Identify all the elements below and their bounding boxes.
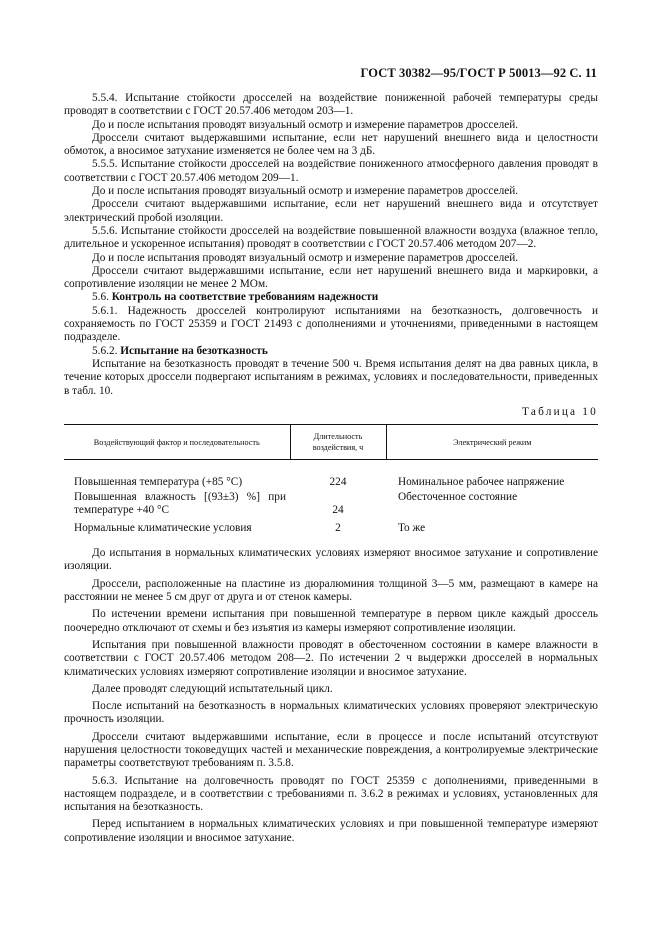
paragraph: До испытания в нормальных климатических условиях измеряют вносимое затухание и сопротивление изоляции.: [64, 547, 598, 573]
section-heading-5-6: [64, 291, 598, 304]
table-header-duration: Длительность воздействия, ч: [290, 425, 386, 460]
table-caption: Таблица 10: [522, 405, 598, 418]
table-row: [64, 491, 598, 519]
paragraph: По истечении времени испытания при повышенной температуре в первом цикле каждый дроссель поочередно отключают от схемы и без изъятия из камеры измеряют сопротивление изоляции.: [64, 608, 598, 634]
paragraph: 5.6.1. Надежность дросселей контролируют испытаниями на безотказность, долговечность и сохраняемость по ГОСТ 25359 и ГОСТ 21493 с дополнениями и уточнениями, приведенными в настоящем подразделе.: [64, 304, 598, 344]
table-row: [64, 519, 598, 537]
paragraph: 5.5.4. Испытание стойкости дросселей на воздействие пониженной рабочей температуры среды проводят в соответствии с ГОСТ 20.57.406 методом 203—1.: [64, 92, 598, 118]
table-cell: 24: [332, 504, 344, 517]
table-cell: Нормальные климатические условия: [74, 522, 252, 535]
section-number: 5.6.: [92, 291, 109, 304]
table-cell: То же: [398, 522, 426, 535]
paragraph: Дроссели считают выдержавшими испытание, если в процессе и после испытаний отсутствуют нарушения целостности токоведущих частей и механические повреждения, а контролируемые электрические параметры соответствуют требованиям п. 3.5.8.: [64, 730, 598, 770]
table-cell: Повышенная влажность [(93±3) %] при температуре +40 °С: [74, 491, 286, 517]
paragraph: 5.6.3. Испытание на долговечность проводят по ГОСТ 25359 с дополнениями, приведенными в настоящем подразделе, и в соответствии с требованиями п. 3.6.2 в режимах и условиях, установленных для испытания на безотказность.: [64, 774, 598, 814]
table-row: [64, 460, 598, 492]
table-cell: Обесточенное состояние: [398, 491, 518, 504]
table-header-mode: Электрический режим: [386, 425, 598, 460]
document-body: [64, 92, 598, 845]
table-cell: Номинальное рабочее напряжение: [398, 476, 565, 489]
reliability-test-table: [64, 424, 598, 537]
section-title: Контроль на соответствие требованиям надежности: [111, 291, 379, 304]
paragraph: До и после испытания проводят визуальный осмотр и измерение параметров дросселей.: [92, 118, 519, 131]
paragraph: 5.5.5. Испытание стойкости дросселей на воздействие пониженного атмосферного давления проводят в соответствии с ГОСТ 20.57.406 методом 209—1.: [64, 158, 598, 184]
section-number: 5.6.2.: [92, 344, 118, 357]
section-heading-5-6-2: [64, 345, 598, 358]
paragraph: Дроссели считают выдержавшими испытание, если нет нарушений внешнего вида и целостности обмоток, а вносимое затухание изменяется не более чем на 3 дБ.: [64, 131, 598, 158]
paragraph: Испытание на безотказность проводят в течение 500 ч. Время испытания делят на два равных цикла, в течение которых дроссели подвергают испытаниям в режимах, условиях и последовательности, приведенных в табл. 10.: [64, 357, 598, 397]
paragraph: До и после испытания проводят визуальный осмотр и измерение параметров дросселей.: [92, 251, 519, 264]
paragraph: Испытания при повышенной влажности проводят в обесточенном состоянии в камере влажности в соответствии с ГОСТ 20.57.406 методом 208—2. По истечении 2 ч выдержки дросселей в нормальных климатических условиях измеряют сопротивление изоляции и вносимое затухание.: [64, 638, 598, 678]
paragraph: После испытаний на безотказность в нормальных климатических условиях проверяют электрическую прочность изоляции.: [64, 700, 598, 726]
paragraph: Далее проводят следующий испытательный цикл.: [92, 682, 333, 695]
paragraph: Перед испытанием в нормальных климатических условиях и при повышенной температуре измеряют сопротивление изоляции и вносимое затухание.: [64, 818, 598, 844]
section-title: Испытание на безотказность: [120, 344, 268, 357]
table-cell: Повышенная температура (+85 °С): [74, 476, 243, 489]
paragraph: Дроссели считают выдержавшими испытание, если нет нарушений внешнего вида и маркировки, а сопротивление изоляции не менее 2 МОм.: [64, 264, 598, 291]
paragraph: Дроссели, расположенные на пластине из дюралюминия толщиной 3—5 мм, размещают в камере на расстоянии не менее 5 см друг от друга и от стенок камеры.: [64, 577, 598, 604]
paragraph: До и после испытания проводят визуальный осмотр и измерение параметров дросселей.: [92, 185, 519, 198]
paragraph: Дроссели считают выдержавшими испытание, если нет нарушений внешнего вида и отсутствует электрический пробой изоляции.: [64, 198, 598, 224]
table-header-factor: Воздействующий фактор и последовательность: [64, 425, 290, 460]
page-header: ГОСТ 30382—95/ГОСТ Р 50013—92 С. 11: [360, 66, 597, 80]
table-cell: 2: [335, 522, 341, 535]
table-cell: 224: [329, 476, 347, 489]
paragraph: 5.5.6. Испытание стойкости дросселей на воздействие повышенной влажности воздуха (влажное тепло, длительное и ускоренное испытания) проводят в соответствии с ГОСТ 20.57.406 методом 207—2.: [64, 224, 598, 251]
